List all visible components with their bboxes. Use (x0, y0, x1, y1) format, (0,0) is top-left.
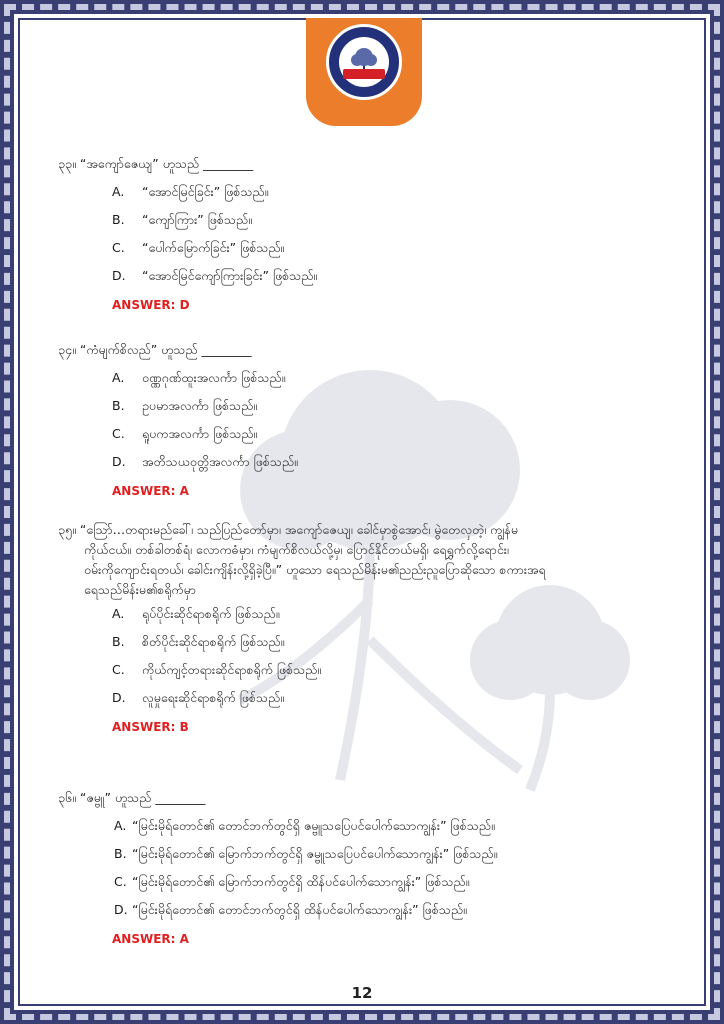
question-35 (58, 520, 678, 778)
page-number: 12 (338, 984, 386, 1004)
option-d: D. လူမှုရေးဆိုင်ရာစရိုက် ဖြစ်သည်။ (112, 690, 284, 705)
option-d: D. “အောင်မြင်ကျော်ကြားခြင်း” ဖြစ်သည်။ (112, 268, 318, 283)
question-stem-line: ဝမ်းကိုကျောင်းရတယ်၊ ခေါင်းကျိန်းလို့ရှိခဲ့ပြီ။” ဟူသော ရေသည်မိန်းမ၏ညည်းညူပြောဆိုသော စကားအရ (84, 562, 546, 577)
option-b: B. “မြင်းမိုရ်တောင်၏ မြောက်ဘက်တွင်ရှိ ဇမ္ဗူသပြေပင်ပေါက်သောကျွန်း” ဖြစ်သည်။ (114, 846, 498, 861)
option-c: C. “ပေါက်မြောက်ခြင်း” ဖြစ်သည်။ (112, 240, 285, 255)
option-d: D. “မြင်းမိုရ်တောင်၏ တောင်ဘက်တွင်ရှိ ထိန်ပင်ပေါက်သောကျွန်း” ဖြစ်သည်။ (114, 902, 467, 917)
tree-emblem-icon (339, 37, 389, 87)
question-stem-line: ကိုယ်ငယ်။ တစ်ခါတစ်ရံ၊ လောကဓံမှာ၊ ကံမျက်စိလယ်လို့မှ၊ ပြောင်နိုင်တယ်မရှိ၊ ရေရွှက်လို့ရောင်း၊ (84, 542, 509, 557)
option-c: C. ကိုယ်ကျင့်တရားဆိုင်ရာစရိုက် ဖြစ်သည်။ (112, 662, 322, 677)
option-b: B. “ကျော်ကြား” ဖြစ်သည်။ (112, 212, 252, 227)
question-36 (58, 784, 678, 964)
option-d: D. အတိသယဝုတ္တိအလင်္ကာ ဖြစ်သည်။ (112, 454, 298, 469)
question-text: “ဇမ္ဗူ” ဟူသည် ________ (79, 790, 206, 805)
answer-label: ANSWER: A (112, 932, 189, 946)
question-number: ၃၆။ (58, 790, 76, 805)
logo-ribbon (343, 69, 385, 79)
question-stem-line: ရေသည်မိန်းမ၏စရိုက်မှာ (84, 582, 196, 597)
question-text: “ကံမျက်စိလည်” ဟူသည် ________ (79, 342, 252, 357)
option-c: C. “မြင်းမိုရ်တောင်၏ မြောက်ဘက်တွင်ရှိ ထိန်ပင်ပေါက်သောကျွန်း” ဖြစ်သည်။ (114, 874, 470, 889)
question-number: ၃၃။ (58, 156, 76, 171)
school-logo-icon (326, 24, 402, 100)
question-number: ၃၅။ (58, 522, 76, 537)
option-a: A. ရုပ်ပိုင်းဆိုင်ရာစရိုက် ဖြစ်သည်။ (112, 606, 280, 621)
option-c: C. ရူပကအလင်္ကာ ဖြစ်သည်။ (112, 426, 258, 441)
option-a: A. “အောင်မြင်ခြင်း” ဖြစ်သည်။ (112, 184, 269, 199)
question-list (58, 150, 678, 970)
logo-tab (306, 18, 422, 126)
question-stem (58, 150, 678, 178)
question-33 (58, 150, 678, 330)
option-b: B. စိတ်ပိုင်းဆိုင်ရာစရိုက် ဖြစ်သည်။ (112, 634, 285, 649)
answer-label: ANSWER: A (112, 484, 189, 498)
answer-label: ANSWER: B (112, 720, 189, 734)
question-34 (58, 336, 678, 514)
option-a: A. ဝဏ္ဏဂုဏ်ထူးအလင်္ကာ ဖြစ်သည်။ (112, 370, 286, 385)
question-stem (58, 784, 678, 812)
question-text: “အကျော်ဇေယျ” ဟူသည် ________ (79, 156, 254, 171)
question-stem (58, 336, 678, 364)
question-stem-line (58, 520, 678, 540)
answer-label: ANSWER: D (112, 298, 190, 312)
option-a: A. “မြင်းမိုရ်တောင်၏ တောင်ဘက်တွင်ရှိ ဇမ္ဗူသပြေပင်ပေါက်သောကျွန်း” ဖြစ်သည်။ (114, 818, 495, 833)
option-b: B. ဥပမာအလင်္ကာ ဖြစ်သည်။ (112, 398, 258, 413)
question-number: ၃၄။ (58, 342, 76, 357)
question-text: “သြော်…တရားမည်ခေါ်၊ သည်ပြည်တော်မှာ၊ အကျော်ဇေယျ၊ ခေါင်မှာစွဲအောင်၊ မွဲတေလှတဲ့၊ ကျွန်မ (79, 522, 518, 537)
